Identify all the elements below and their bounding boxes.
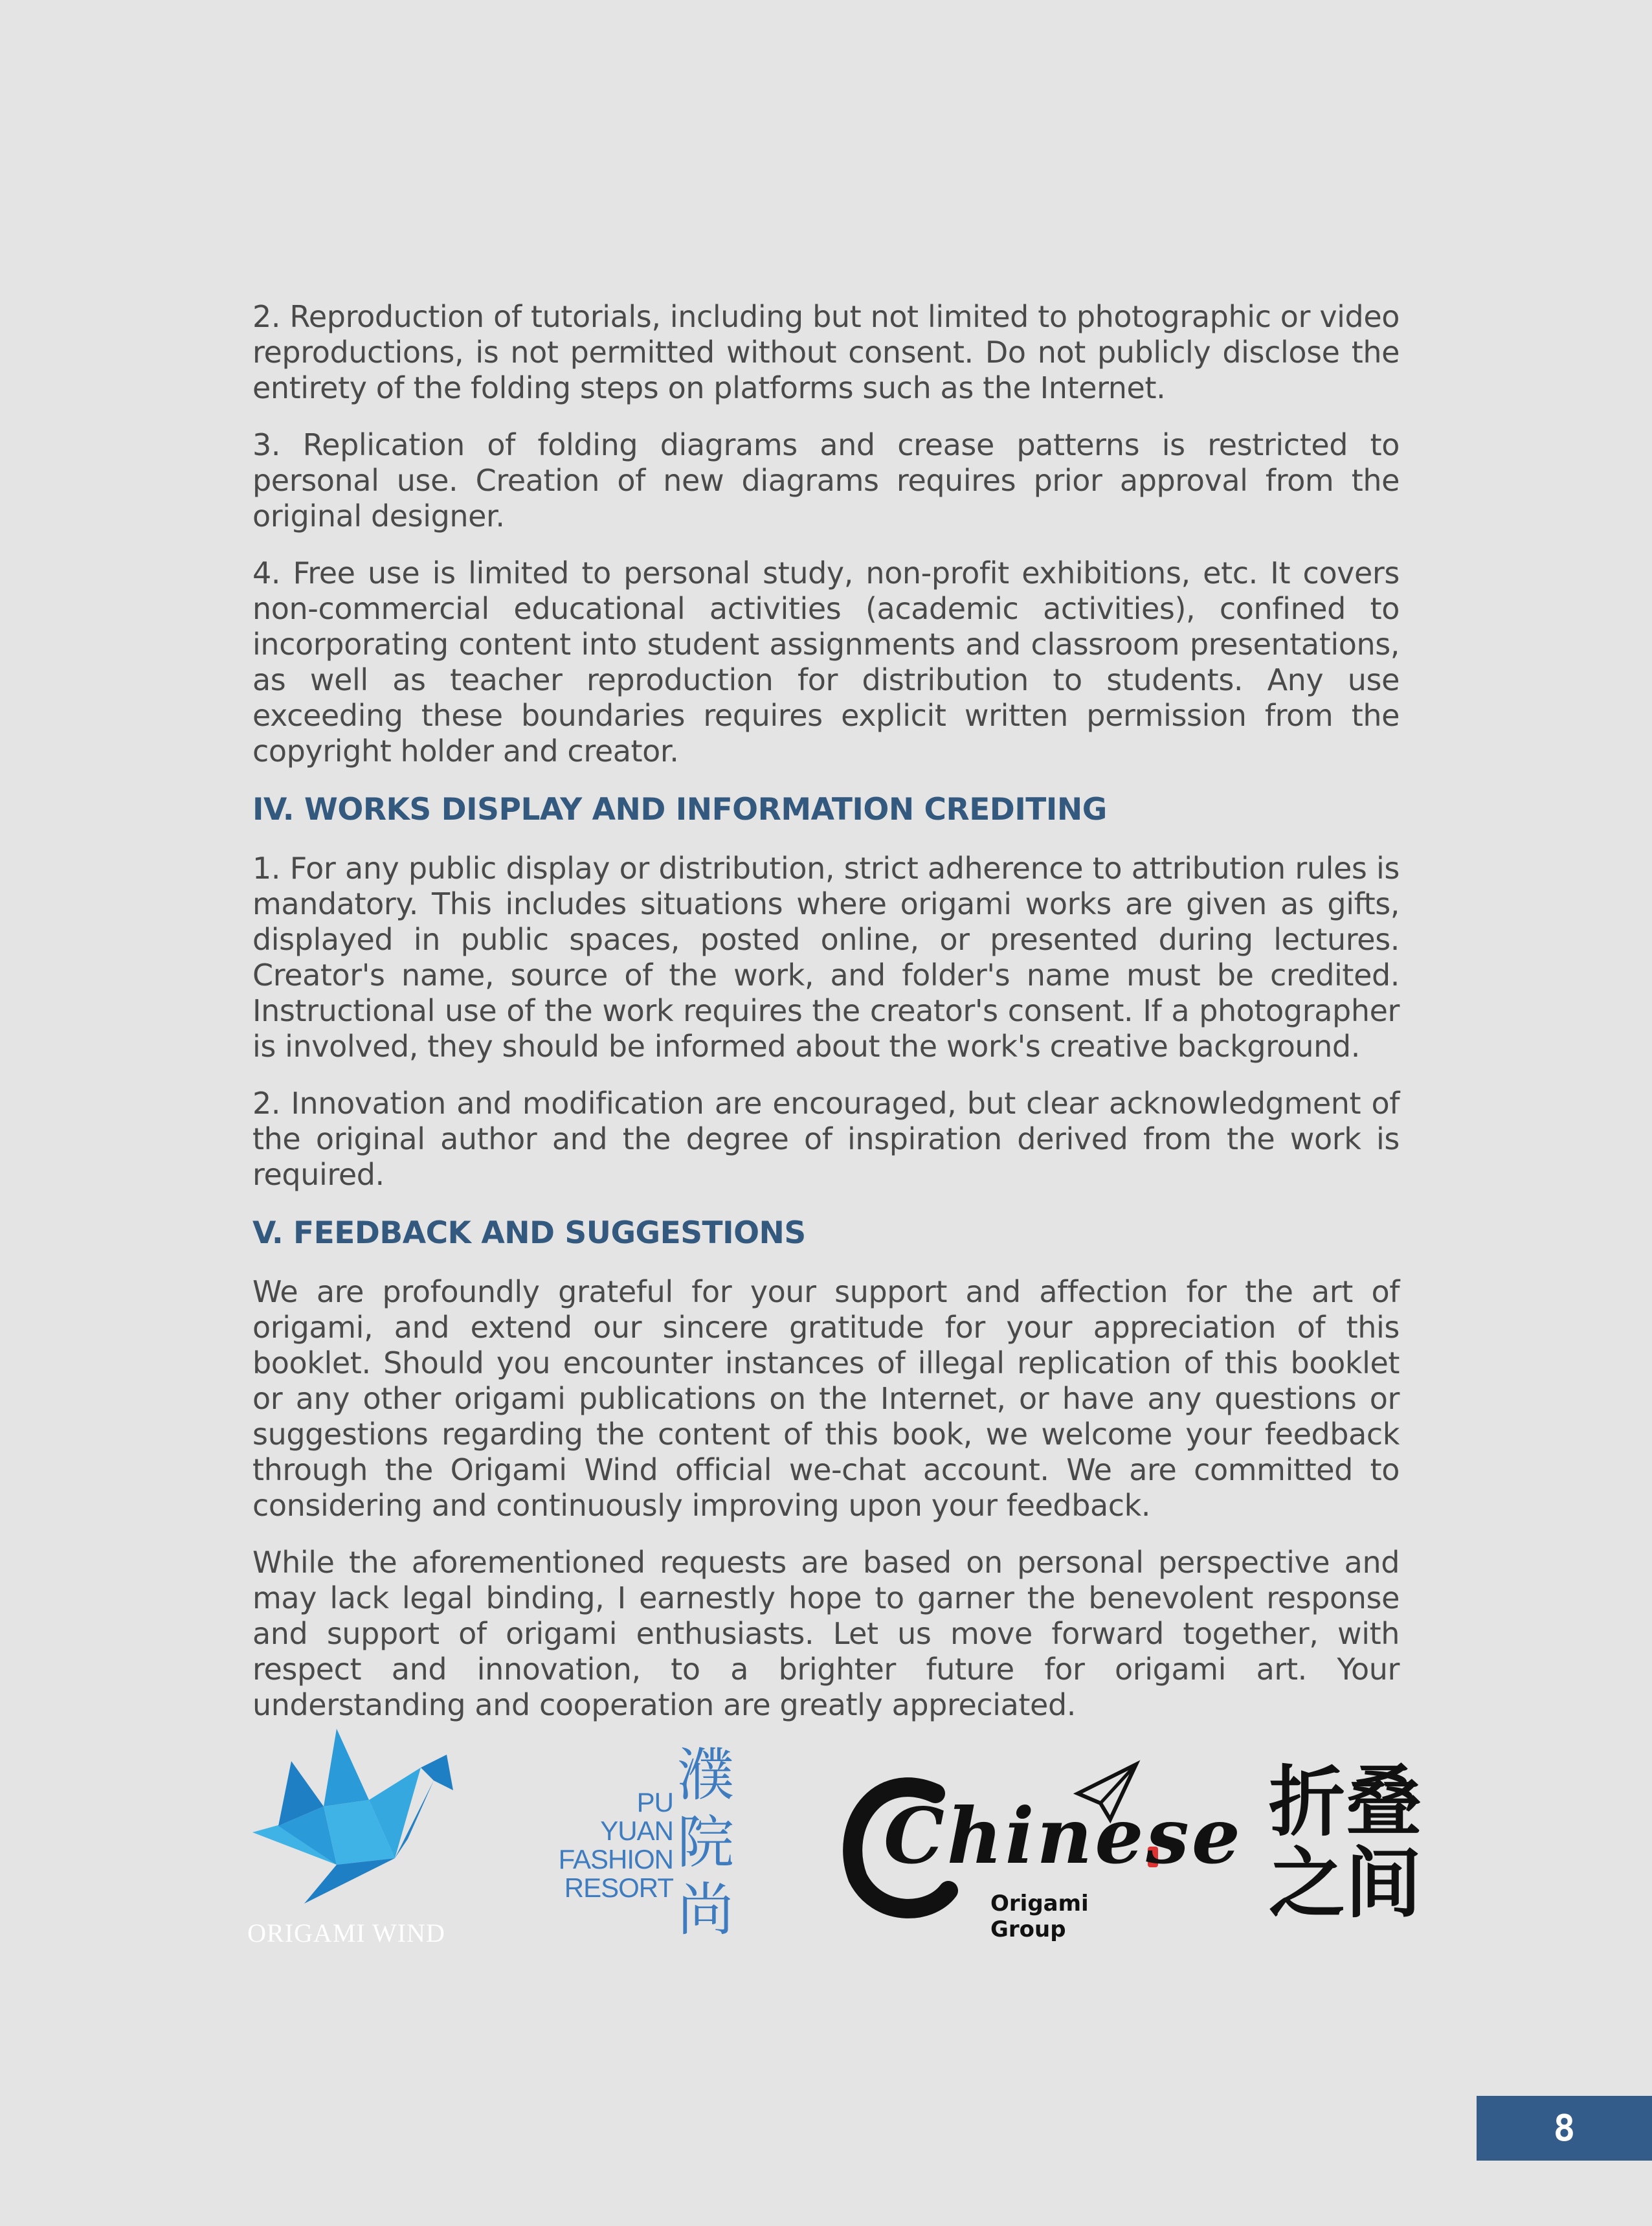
chinese-origami-group-logo	[838, 1755, 1243, 1942]
paragraph: 1. For any public display or distribution, strict adherence to attribution rules is mandatory. This includes situations where origami works are given as gifts, displayed in public spaces, posted online, or presented during lectures. Creator's name, source of the work, and folder's name must be credited. Instructional use of the work requires the creator's consent. If a photographer is involved, they should be informed about the work's creative background.	[252, 851, 1400, 1064]
paragraph: While the aforementioned requests are based on personal perspective and may lack legal binding, I earnestly hope to garner the benevolent response and support of origami enthusiasts. Let us move forward together, with respect and innovation, to a brighter future for origami art. Your understanding and cooperation are greatly appreciated.	[252, 1545, 1400, 1722]
puyuan-line-pu: PU	[636, 1787, 673, 1817]
zhedie-line-1: 折叠	[1269, 1757, 1422, 1847]
chinese-script-text: Chinese	[884, 1791, 1243, 1881]
puyuan-line-resort: RESORT	[564, 1872, 673, 1903]
logo-row	[0, 1729, 1652, 1962]
paragraph: 2. Innovation and modification are encouraged, but clear acknowledgment of the original author and the degree of inspiration derived from the work is required.	[252, 1086, 1400, 1192]
puyuan-char: 尚	[676, 1876, 734, 1943]
section-heading-feedback: V. FEEDBACK AND SUGGESTIONS	[252, 1215, 806, 1251]
puyuan-char: 濮	[676, 1742, 734, 1808]
origami-wind-logo	[240, 1729, 453, 1949]
zhedie-line-2: 之间	[1269, 1839, 1422, 1928]
paragraph: 4. Free use is limited to personal study, non-profit exhibitions, etc. It covers non-commercial educational activities (academic activities), confined to incorporating content into student assignments and classroom presentations, as well as teacher reproduction for distribution to students. Any use exceeding these boundaries requires explicit written permission from the copyright holder and creator.	[252, 556, 1400, 769]
origami-group-text: Origami Group	[990, 1891, 1089, 1942]
paragraph: We are profoundly grateful for your support and affection for the art of origami, and extend our sincere gratitude for your appreciation of this booklet. Should you encounter instances of illegal replication of this booklet or any other origami publications on the Internet, or have any questions or suggestions regarding the content of this book, we welcome your feedback through the Origami Wind official we-chat account. We are committed to considering and continuously improving upon your feedback.	[252, 1274, 1400, 1523]
crane-icon	[240, 1729, 453, 1923]
puyuan-char: 院	[676, 1809, 734, 1876]
puyuan-line-yuan: YUAN	[600, 1816, 673, 1846]
document-body	[252, 299, 1400, 1744]
page-number: 8	[1477, 2096, 1652, 2161]
zhedie-logo	[1269, 1757, 1437, 1929]
puyuan-line-fashion: FASHION	[558, 1844, 673, 1874]
puyuan-logo	[544, 1729, 738, 1949]
section-heading-works-display: IV. WORKS DISPLAY AND INFORMATION CREDITING	[252, 792, 1107, 827]
origami-wind-text: ORIGAMI WIND	[247, 1918, 445, 1948]
paragraph: 3. Replication of folding diagrams and crease patterns is restricted to personal use. Creation of new diagrams requires prior approval from the original designer.	[252, 427, 1400, 534]
paragraph: 2. Reproduction of tutorials, including but not limited to photographic or video reproductions, is not permitted without consent. Do not publicly disclose the entirety of the folding steps on platforms such as the Internet.	[252, 299, 1400, 405]
